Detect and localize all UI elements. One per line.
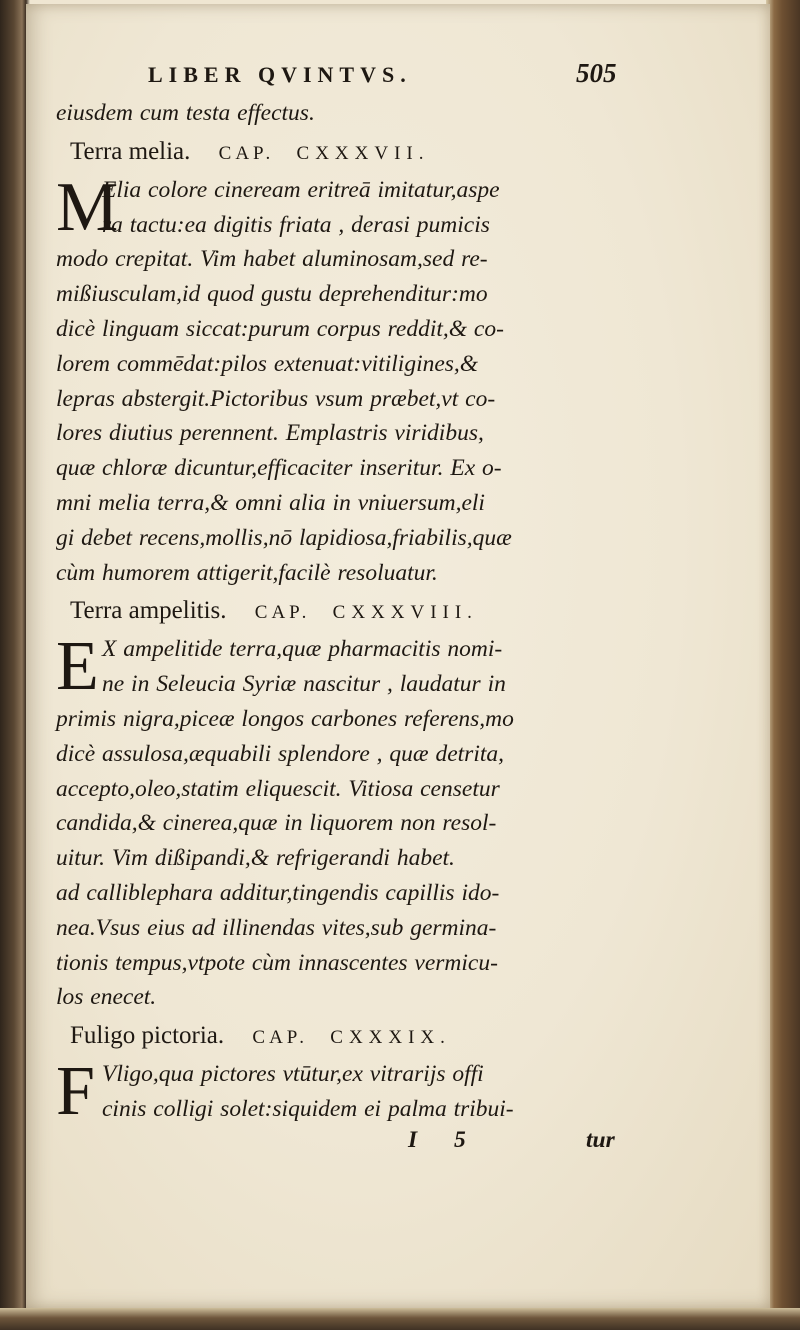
text-line: Elia colore cineream eritreā imitatur,aspe xyxy=(102,176,500,203)
text-line: modo crepitat. Vim habet aluminosam,sed re- xyxy=(56,246,488,273)
text-line: dicè linguam siccat:purum corpus reddit,& co- xyxy=(56,315,504,342)
text-line: los enecet. xyxy=(56,984,157,1011)
text-line: cùm humorem attigerit,facilè resoluatur. xyxy=(56,559,438,586)
chapter-label: CAP. xyxy=(254,602,311,624)
text-line: Vligo,qua pictores vtūtur,ex vitrarijs offi xyxy=(102,1061,484,1088)
chapter-heading xyxy=(56,592,626,632)
chapter-title: Terra ampelitis. xyxy=(70,597,227,625)
drop-cap: F xyxy=(56,1053,95,1131)
signature-mark: I xyxy=(408,1126,418,1153)
page-footer xyxy=(56,1127,626,1161)
chapter-title: Fuligo pictoria. xyxy=(70,1022,225,1050)
text-line: X ampelitide terra,quæ pharmacitis nomi- xyxy=(102,636,503,663)
text-line: uitur. Vim dißipandi,& refrigerandi habet. xyxy=(56,845,455,872)
catchword: tur xyxy=(586,1126,615,1153)
running-title: LIBER QVINTVS. xyxy=(148,62,412,87)
page-edge-right xyxy=(766,0,800,1330)
text-line: ne in Seleucia Syriæ nascitur , laudatur in xyxy=(102,671,506,698)
signature-mark: 5 xyxy=(454,1126,466,1153)
chapter-number: CXXXVII. xyxy=(296,142,430,164)
text-line: mißiusculam,id quod gustu deprehenditur:mo xyxy=(56,281,488,308)
running-head xyxy=(56,56,626,96)
chapter-body xyxy=(56,628,626,1015)
continuation-line: eiusdem cum testa effectus. xyxy=(56,100,315,126)
page-edge-bottom xyxy=(0,1308,800,1330)
folio-number: 505 xyxy=(576,58,617,88)
chapter-label: CAP. xyxy=(252,1027,309,1049)
text-line: cinis colligi solet:siquidem ei palma tribui- xyxy=(102,1095,514,1122)
text-line: ra tactu:ea digitis friata , derasi pumicis xyxy=(102,211,490,238)
chapter-heading xyxy=(56,1017,626,1057)
chapter-number: CXXXVIII. xyxy=(332,602,478,624)
text-line: primis nigra,piceæ longos carbones referens,mo xyxy=(56,705,514,732)
drop-cap: E xyxy=(56,628,99,706)
text-block xyxy=(56,56,626,1161)
text-line: ad calliblephara additur,tingendis capillis ido- xyxy=(56,879,500,906)
text-line: tionis tempus,vtpote cùm innascentes vermicu- xyxy=(56,949,498,976)
chapter-title: Terra melia. xyxy=(70,137,191,165)
text-line: nea.Vsus eius ad illinendas vites,sub germina- xyxy=(56,914,497,941)
chapter-body xyxy=(56,1053,626,1131)
text-line: gi debet recens,mollis,nō lapidiosa,friabilis,quæ xyxy=(56,524,512,551)
text-line: accepto,oleo,statim eliquescit. Vitiosa censetur xyxy=(56,775,500,802)
text-line: lorem commēdat:pilos extenuat:vitiligines,& xyxy=(56,350,479,377)
text-line: dicè assulosa,æquabili splendore , quæ detrita, xyxy=(56,740,505,767)
chapter-heading xyxy=(56,133,626,173)
chapter-label: CAP. xyxy=(218,142,275,164)
text-line: lepras abstergit.Pictoribus vsum præbet,vt co- xyxy=(56,385,496,412)
text-line: quæ chloræ dicuntur,efficaciter inseritur. Ex o- xyxy=(56,455,502,482)
text-line: candida,& cinerea,quæ in liquorem non resol- xyxy=(56,810,497,837)
text-line: lores diutius perennent. Emplastris viridibus, xyxy=(56,420,484,447)
drop-cap: M xyxy=(56,168,119,246)
chapter-number: CXXXIX. xyxy=(330,1027,451,1049)
text-line: mni melia terra,& omni alia in vniuersum,eli xyxy=(56,489,485,516)
book-page xyxy=(26,4,770,1308)
chapter-body xyxy=(56,168,626,591)
